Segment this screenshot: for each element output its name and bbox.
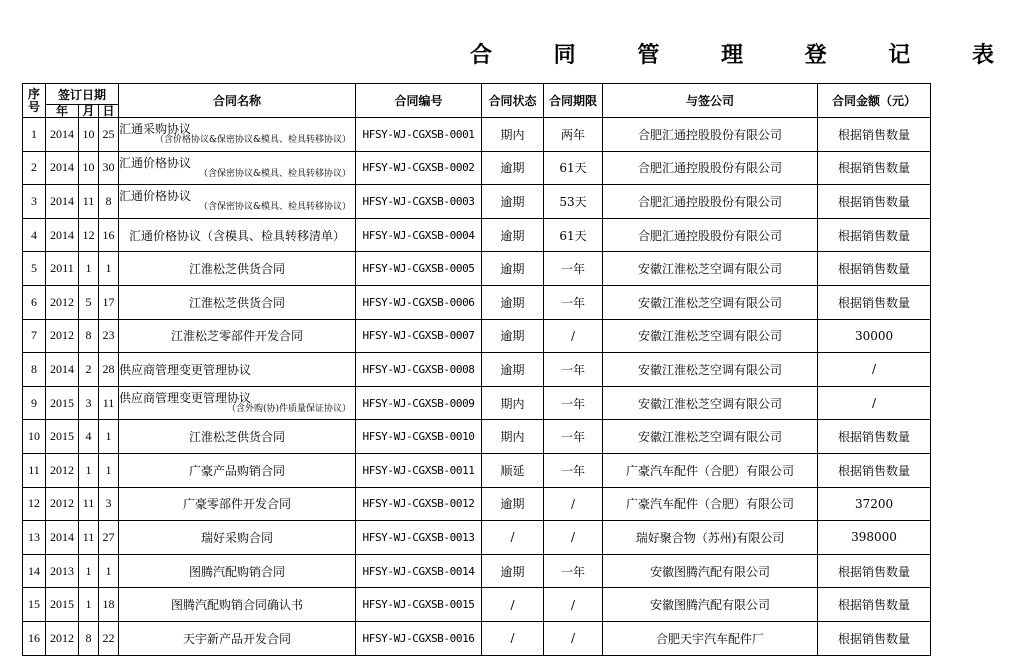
cell-month: 8 xyxy=(79,319,99,353)
cell-year: 2014 xyxy=(46,151,79,185)
cell-day: 1 xyxy=(99,554,119,588)
cell-name xyxy=(119,621,356,655)
cell-name xyxy=(119,151,356,185)
cell-company: 安徽江淮松芝空调有限公司 xyxy=(603,420,818,454)
table-row xyxy=(23,353,931,387)
cell-seq: 10 xyxy=(23,420,46,454)
cell-code: HFSY-WJ-CGXSB-0014 xyxy=(356,554,482,588)
col-header-year: 年 xyxy=(46,105,79,118)
cell-amount: 根据销售数量 xyxy=(818,118,931,152)
cell-month: 4 xyxy=(79,420,99,454)
table-row xyxy=(23,588,931,622)
contract-name: 汇通价格协议 xyxy=(119,189,192,204)
cell-code: HFSY-WJ-CGXSB-0010 xyxy=(356,420,482,454)
contract-name: 江淮松芝供货合同 xyxy=(189,295,286,310)
cell-status: 逾期 xyxy=(482,218,544,252)
cell-term: / xyxy=(544,521,603,555)
contract-name: 天宇新产品开发合同 xyxy=(183,631,292,646)
contract-name: 广豪零部件开发合同 xyxy=(183,497,292,512)
contract-name-note: （含外购(协)件质量保证协议） xyxy=(227,404,352,415)
col-header-code: 合同编号 xyxy=(356,84,482,118)
contract-name-note: （含价格协议&保密协议&模具、检具转移协议） xyxy=(155,135,352,146)
cell-month: 12 xyxy=(79,218,99,252)
cell-status: 逾期 xyxy=(482,252,544,286)
contract-name-note: （含保密协议&模具、检具转移协议） xyxy=(199,202,352,213)
cell-code: HFSY-WJ-CGXSB-0006 xyxy=(356,285,482,319)
cell-year: 2012 xyxy=(46,285,79,319)
cell-company: 广豪汽车配件（合肥）有限公司 xyxy=(603,453,818,487)
cell-term: 61天 xyxy=(544,218,603,252)
cell-amount: 根据销售数量 xyxy=(818,588,931,622)
cell-year: 2015 xyxy=(46,420,79,454)
cell-name xyxy=(119,118,356,152)
table-body xyxy=(23,118,931,656)
cell-amount: 根据销售数量 xyxy=(818,151,931,185)
table-row xyxy=(23,285,931,319)
cell-term: / xyxy=(544,319,603,353)
cell-day: 1 xyxy=(99,420,119,454)
col-header-seq: 序号 xyxy=(23,84,46,118)
cell-day: 22 xyxy=(99,621,119,655)
cell-amount: 398000 xyxy=(818,521,931,555)
cell-status: 逾期 xyxy=(482,319,544,353)
cell-day: 17 xyxy=(99,285,119,319)
cell-month: 5 xyxy=(79,285,99,319)
cell-seq: 16 xyxy=(23,621,46,655)
cell-year: 2015 xyxy=(46,386,79,420)
cell-year: 2013 xyxy=(46,554,79,588)
cell-status: 逾期 xyxy=(482,487,544,521)
cell-status: / xyxy=(482,621,544,655)
cell-seq: 15 xyxy=(23,588,46,622)
cell-seq: 2 xyxy=(23,151,46,185)
cell-amount: 根据销售数量 xyxy=(818,621,931,655)
cell-status: / xyxy=(482,588,544,622)
cell-year: 2015 xyxy=(46,588,79,622)
cell-company: 安徽江淮松芝空调有限公司 xyxy=(603,319,818,353)
cell-term: / xyxy=(544,487,603,521)
cell-year: 2014 xyxy=(46,218,79,252)
cell-name xyxy=(119,420,356,454)
cell-code: HFSY-WJ-CGXSB-0001 xyxy=(356,118,482,152)
table-row xyxy=(23,218,931,252)
col-header-name: 合同名称 xyxy=(119,84,356,118)
cell-seq: 11 xyxy=(23,453,46,487)
col-header-day: 日 xyxy=(99,105,119,118)
cell-term: 一年 xyxy=(544,252,603,286)
cell-status: 期内 xyxy=(482,386,544,420)
cell-amount: 30000 xyxy=(818,319,931,353)
col-header-company: 与签公司 xyxy=(603,84,818,118)
cell-name xyxy=(119,218,356,252)
contract-name: 图腾汽配购销合同 xyxy=(189,564,286,579)
cell-company: 安徽江淮松芝空调有限公司 xyxy=(603,353,818,387)
cell-day: 1 xyxy=(99,252,119,286)
cell-month: 3 xyxy=(79,386,99,420)
cell-seq: 9 xyxy=(23,386,46,420)
cell-status: 期内 xyxy=(482,118,544,152)
table-row xyxy=(23,453,931,487)
cell-month: 1 xyxy=(79,453,99,487)
cell-name xyxy=(119,185,356,219)
table-row xyxy=(23,521,931,555)
table-row xyxy=(23,319,931,353)
cell-name xyxy=(119,453,356,487)
cell-company: 安徽江淮松芝空调有限公司 xyxy=(603,285,818,319)
cell-seq: 6 xyxy=(23,285,46,319)
cell-term: 一年 xyxy=(544,386,603,420)
table-row xyxy=(23,621,931,655)
cell-name xyxy=(119,521,356,555)
cell-day: 16 xyxy=(99,218,119,252)
cell-day: 18 xyxy=(99,588,119,622)
cell-year: 2014 xyxy=(46,185,79,219)
cell-status: 顺延 xyxy=(482,453,544,487)
cell-company: 合肥汇通控股股份有限公司 xyxy=(603,218,818,252)
cell-month: 11 xyxy=(79,185,99,219)
cell-company: 广豪汽车配件（合肥）有限公司 xyxy=(603,487,818,521)
cell-month: 1 xyxy=(79,554,99,588)
cell-status: 逾期 xyxy=(482,554,544,588)
cell-month: 1 xyxy=(79,252,99,286)
cell-term: / xyxy=(544,588,603,622)
cell-term: 61天 xyxy=(544,151,603,185)
contract-name: 瑞好采购合同 xyxy=(201,530,274,545)
cell-seq: 3 xyxy=(23,185,46,219)
cell-code: HFSY-WJ-CGXSB-0008 xyxy=(356,353,482,387)
contract-name: 供应商管理变更管理协议 xyxy=(119,391,252,406)
cell-day: 8 xyxy=(99,185,119,219)
cell-year: 2012 xyxy=(46,487,79,521)
cell-company: 合肥汇通控股股份有限公司 xyxy=(603,151,818,185)
header-row xyxy=(23,84,931,105)
cell-code: HFSY-WJ-CGXSB-0016 xyxy=(356,621,482,655)
cell-year: 2012 xyxy=(46,319,79,353)
contract-name: 江淮松芝供货合同 xyxy=(189,262,286,277)
cell-month: 10 xyxy=(79,118,99,152)
cell-term: 一年 xyxy=(544,554,603,588)
cell-month: 10 xyxy=(79,151,99,185)
cell-amount: 根据销售数量 xyxy=(818,554,931,588)
col-header-month: 月 xyxy=(79,105,99,118)
cell-year: 2012 xyxy=(46,621,79,655)
cell-term: 一年 xyxy=(544,420,603,454)
table-row xyxy=(23,185,931,219)
cell-status: 逾期 xyxy=(482,285,544,319)
contract-name: 供应商管理变更管理协议 xyxy=(119,362,252,377)
cell-day: 25 xyxy=(99,118,119,152)
cell-amount: / xyxy=(818,386,931,420)
cell-seq: 12 xyxy=(23,487,46,521)
cell-amount: 根据销售数量 xyxy=(818,185,931,219)
cell-name xyxy=(119,252,356,286)
table-row xyxy=(23,386,931,420)
cell-month: 8 xyxy=(79,621,99,655)
cell-seq: 5 xyxy=(23,252,46,286)
cell-amount: 根据销售数量 xyxy=(818,453,931,487)
cell-code: HFSY-WJ-CGXSB-0011 xyxy=(356,453,482,487)
cell-term: 一年 xyxy=(544,453,603,487)
cell-seq: 7 xyxy=(23,319,46,353)
cell-month: 1 xyxy=(79,588,99,622)
col-header-sign-date: 签订日期 xyxy=(46,84,119,105)
contract-name-note: （含保密协议&模具、检具转移协议） xyxy=(199,168,352,179)
cell-day: 23 xyxy=(99,319,119,353)
contract-name: 广豪产品购销合同 xyxy=(189,463,286,478)
cell-name xyxy=(119,353,356,387)
cell-name xyxy=(119,588,356,622)
cell-year: 2011 xyxy=(46,252,79,286)
cell-status: 逾期 xyxy=(482,185,544,219)
cell-company: 合肥汇通控股股份有限公司 xyxy=(603,118,818,152)
cell-term: 一年 xyxy=(544,353,603,387)
cell-year: 2014 xyxy=(46,353,79,387)
cell-company: 安徽江淮松芝空调有限公司 xyxy=(603,252,818,286)
cell-seq: 13 xyxy=(23,521,46,555)
cell-code: HFSY-WJ-CGXSB-0009 xyxy=(356,386,482,420)
cell-code: HFSY-WJ-CGXSB-0013 xyxy=(356,521,482,555)
cell-day: 11 xyxy=(99,386,119,420)
cell-code: HFSY-WJ-CGXSB-0007 xyxy=(356,319,482,353)
cell-year: 2012 xyxy=(46,453,79,487)
cell-name xyxy=(119,487,356,521)
contract-name: 汇通价格协议 xyxy=(119,155,192,170)
cell-term: 一年 xyxy=(544,285,603,319)
cell-year: 2014 xyxy=(46,118,79,152)
col-header-status: 合同状态 xyxy=(482,84,544,118)
page-title: 合 同 管 理 登 记 表 xyxy=(470,43,1021,68)
cell-day: 27 xyxy=(99,521,119,555)
cell-seq: 8 xyxy=(23,353,46,387)
table-row xyxy=(23,118,931,152)
cell-amount: 根据销售数量 xyxy=(818,285,931,319)
table-row xyxy=(23,554,931,588)
cell-amount: / xyxy=(818,353,931,387)
table-row xyxy=(23,420,931,454)
cell-company: 安徽江淮松芝空调有限公司 xyxy=(603,386,818,420)
cell-company: 合肥天宇汽车配件厂 xyxy=(603,621,818,655)
cell-day: 1 xyxy=(99,453,119,487)
cell-status: 逾期 xyxy=(482,151,544,185)
cell-month: 11 xyxy=(79,487,99,521)
cell-name xyxy=(119,285,356,319)
table-row xyxy=(23,487,931,521)
cell-day: 3 xyxy=(99,487,119,521)
cell-company: 安徽图腾汽配有限公司 xyxy=(603,588,818,622)
col-header-term: 合同期限 xyxy=(544,84,603,118)
contract-name: 江淮松芝零部件开发合同 xyxy=(171,329,304,344)
contract-register-table xyxy=(22,83,931,656)
cell-company: 合肥汇通控股股份有限公司 xyxy=(603,185,818,219)
cell-status: 期内 xyxy=(482,420,544,454)
cell-seq: 4 xyxy=(23,218,46,252)
cell-code: HFSY-WJ-CGXSB-0005 xyxy=(356,252,482,286)
cell-day: 30 xyxy=(99,151,119,185)
cell-code: HFSY-WJ-CGXSB-0002 xyxy=(356,151,482,185)
cell-status: 逾期 xyxy=(482,353,544,387)
cell-amount: 根据销售数量 xyxy=(818,218,931,252)
cell-month: 11 xyxy=(79,521,99,555)
col-header-amount: 合同金额（元） xyxy=(818,84,931,118)
contract-name: 图腾汽配购销合同确认书 xyxy=(171,598,304,613)
cell-amount: 根据销售数量 xyxy=(818,252,931,286)
cell-code: HFSY-WJ-CGXSB-0012 xyxy=(356,487,482,521)
cell-code: HFSY-WJ-CGXSB-0004 xyxy=(356,218,482,252)
cell-year: 2014 xyxy=(46,521,79,555)
cell-day: 28 xyxy=(99,353,119,387)
table-row xyxy=(23,151,931,185)
table-row xyxy=(23,252,931,286)
cell-name xyxy=(119,386,356,420)
cell-status: / xyxy=(482,521,544,555)
cell-term: 两年 xyxy=(544,118,603,152)
cell-code: HFSY-WJ-CGXSB-0003 xyxy=(356,185,482,219)
cell-amount: 37200 xyxy=(818,487,931,521)
cell-code: HFSY-WJ-CGXSB-0015 xyxy=(356,588,482,622)
cell-company: 安徽图腾汽配有限公司 xyxy=(603,554,818,588)
cell-name xyxy=(119,554,356,588)
cell-name xyxy=(119,319,356,353)
cell-company: 瑞好聚合物（苏州)有限公司 xyxy=(603,521,818,555)
contract-name: 汇通采购协议 xyxy=(119,122,192,137)
contract-name: 江淮松芝供货合同 xyxy=(189,430,286,445)
contract-name: 汇通价格协议（含模具、检具转移清单） xyxy=(129,228,346,243)
cell-term: 53天 xyxy=(544,185,603,219)
cell-seq: 14 xyxy=(23,554,46,588)
cell-amount: 根据销售数量 xyxy=(818,420,931,454)
cell-seq: 1 xyxy=(23,118,46,152)
cell-month: 2 xyxy=(79,353,99,387)
cell-term: / xyxy=(544,621,603,655)
